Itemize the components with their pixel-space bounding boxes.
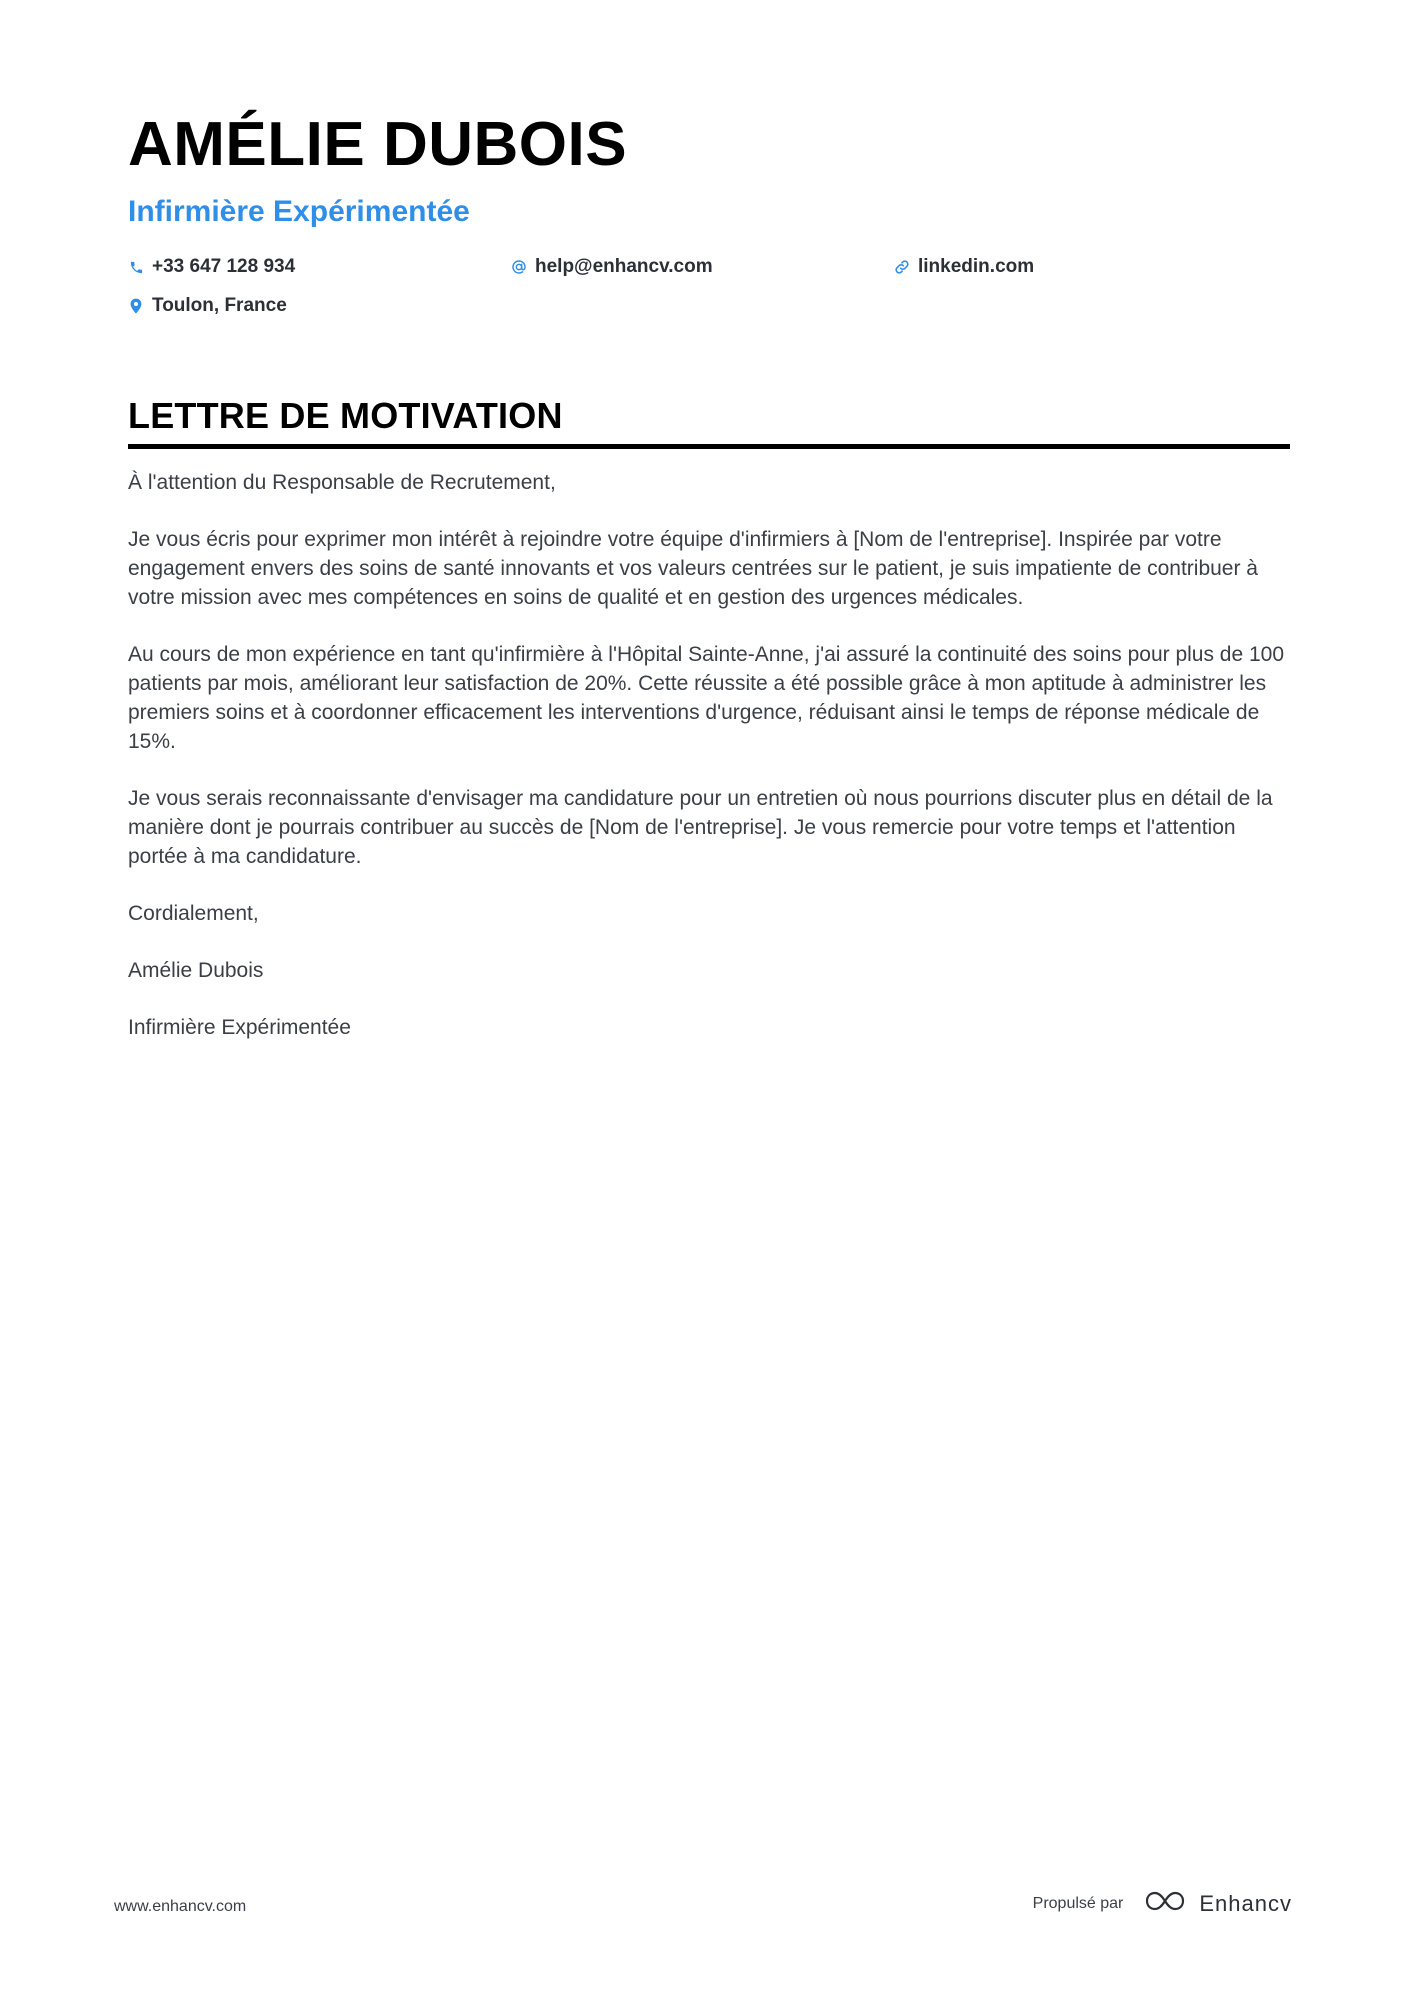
phone-text: +33 647 128 934 [152,256,296,277]
link-icon [894,259,910,275]
contact-phone [128,254,295,280]
letter-body [128,468,1290,1070]
paragraph: Je vous écris pour exprimer mon intérêt à rejoindre votre équipe d'infirmiers à [Nom de l'entreprise]. Inspirée par votre engagement envers des soins de santé innovants et vos valeurs centrées sur le patient, je suis impatiente de contribuer à votre mission avec mes compétences en soins de qualité et en gestion des urgences médicales. [128,528,1258,609]
linkedin-text[interactable]: linkedin.com [918,256,1035,277]
section-divider [128,444,1290,449]
map-pin-icon [128,298,144,314]
signature-name: Amélie Dubois [128,959,264,982]
closing: Cordialement, [128,902,259,925]
contact-location [128,293,287,319]
footer-website[interactable]: www.enhancv.com [114,1898,247,1915]
contact-info [128,254,1290,330]
email-text[interactable]: help@enhancv.com [535,256,713,277]
section-header [128,394,1290,449]
phone-icon [128,259,144,275]
enhancv-logo-icon [1143,1888,1187,1919]
location-text: Toulon, France [152,295,287,316]
paragraph: Au cours de mon expérience en tant qu'infirmière à l'Hôpital Sainte-Anne, j'ai assuré la continuité des soins pour plus de 100 patients par mois, améliorant leur satisfaction de 20%. Cette réussite a été possible grâce à mon aptitude à administrer les premiers soins et à coordonner efficacement les interventions d'urgence, réduisant ainsi le temps de réponse médicale de 15%. [128,643,1285,753]
signature-title: Infirmière Expérimentée [128,1016,351,1039]
contact-email[interactable] [511,254,713,280]
brand-name: Enhancv [1199,1890,1292,1916]
candidate-title: Infirmière Expérimentée [128,195,470,228]
salutation: À l'attention du Responsable de Recrutement, [128,471,556,494]
powered-by-label: Propulsé par [1032,1894,1124,1912]
header [128,106,1290,330]
contact-linkedin[interactable] [894,254,1034,280]
candidate-name: AMÉLIE DUBOIS [128,110,628,179]
section-title: LETTRE DE MOTIVATION [128,395,563,436]
footer-branding[interactable] [1033,1888,1292,1919]
paragraph: Je vous serais reconnaissante d'envisager ma candidature pour un entretien où nous pourrions discuter plus en détail de la manière dont je pourrais contribuer au succès de [Nom de l'entreprise]. Je vous remercie pour votre temps et l'attention portée à ma candidature. [128,787,1273,868]
at-icon [511,259,527,275]
